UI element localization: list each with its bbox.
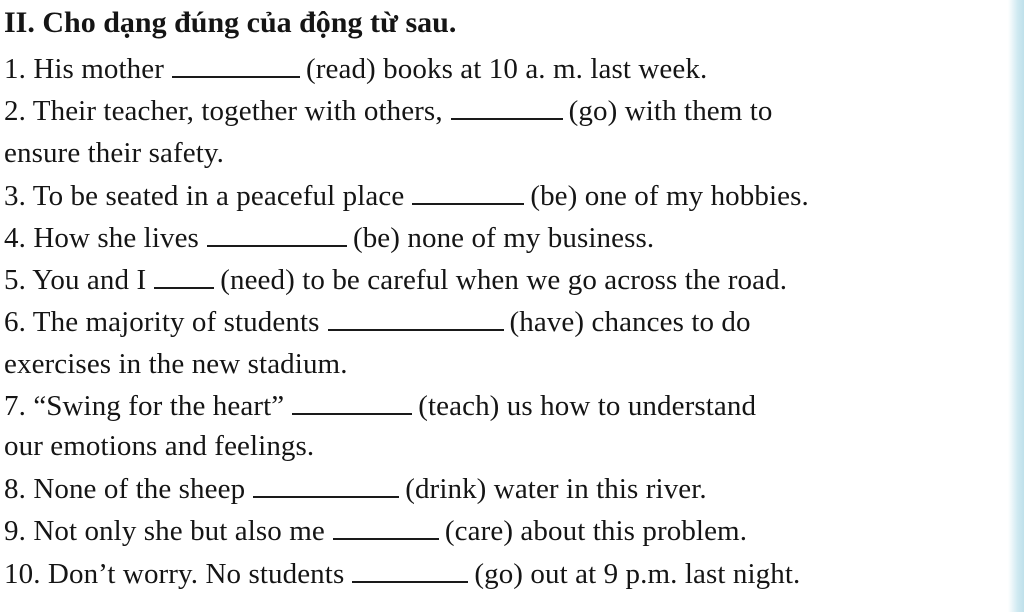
answer-blank[interactable]	[292, 391, 412, 415]
exercise-item-4	[4, 220, 654, 256]
answer-blank[interactable]	[412, 181, 524, 205]
answer-blank[interactable]	[253, 474, 399, 498]
answer-blank[interactable]	[207, 223, 347, 247]
item-number: 4.	[4, 222, 26, 254]
item-text-after: (care) about this problem.	[444, 515, 748, 547]
exercise-item-3	[4, 178, 809, 214]
exercise-item-9	[4, 513, 747, 549]
item-text-after: (need) to be careful when we go across the road.	[220, 264, 788, 296]
item-text-before: How she lives	[33, 222, 199, 254]
item-number: 9.	[4, 515, 26, 547]
answer-blank[interactable]	[328, 307, 504, 331]
item-text-after: (read) books at 10 a. m. last week.	[306, 53, 708, 85]
item-text-before: Don’t worry. No students	[47, 558, 345, 590]
item-number: 6.	[4, 306, 26, 338]
exercise-item-5	[4, 262, 787, 298]
answer-blank[interactable]	[172, 54, 300, 78]
exercise-item-1	[4, 51, 707, 87]
exercise-item-10	[4, 556, 800, 592]
exercise-item-2-continued: ensure their safety.	[4, 137, 224, 169]
item-text-before: His mother	[33, 53, 164, 85]
item-text-before: The majority of students	[32, 306, 320, 338]
item-number: 8.	[4, 473, 26, 505]
exercise-item-6	[4, 304, 751, 340]
item-number: 7.	[4, 390, 26, 422]
exercise-title: II. Cho dạng đúng của động từ sau.	[4, 6, 457, 39]
exercise-item-2	[4, 93, 773, 129]
item-number: 2.	[4, 95, 26, 127]
item-text-after: (have) chances to do	[509, 306, 751, 338]
exercise-sheet	[4, 0, 1008, 612]
exercise-item-8	[4, 471, 707, 507]
item-text-after: (teach) us how to understand	[418, 390, 757, 422]
item-text-after: (go) with them to	[568, 95, 773, 127]
answer-blank[interactable]	[451, 96, 563, 120]
item-text-before: “Swing for the heart”	[33, 390, 285, 422]
item-text-after: (drink) water in this river.	[405, 473, 707, 505]
item-text-before: To be seated in a peaceful place	[32, 180, 405, 212]
item-text-after: (go) out at 9 p.m. last night.	[474, 558, 801, 590]
exercise-item-7-continued: our emotions and feelings.	[4, 430, 315, 462]
answer-blank[interactable]	[154, 265, 214, 289]
item-number: 10.	[4, 558, 41, 590]
answer-blank[interactable]	[352, 559, 468, 583]
item-text-before: None of the sheep	[33, 473, 246, 505]
page-edge-accent	[1008, 0, 1024, 612]
item-number: 3.	[4, 180, 26, 212]
item-number: 5.	[4, 264, 26, 296]
item-text-before: Not only she but also me	[33, 515, 325, 547]
item-text-before: You and I	[32, 264, 147, 296]
item-text-before: Their teacher, together with others,	[32, 95, 443, 127]
item-text-after: (be) one of my hobbies.	[530, 180, 809, 212]
exercise-item-7	[4, 388, 756, 424]
item-number: 1.	[4, 53, 26, 85]
answer-blank[interactable]	[333, 516, 439, 540]
item-text-after: (be) none of my business.	[352, 222, 655, 254]
exercise-item-6-continued: exercises in the new stadium.	[4, 348, 348, 380]
